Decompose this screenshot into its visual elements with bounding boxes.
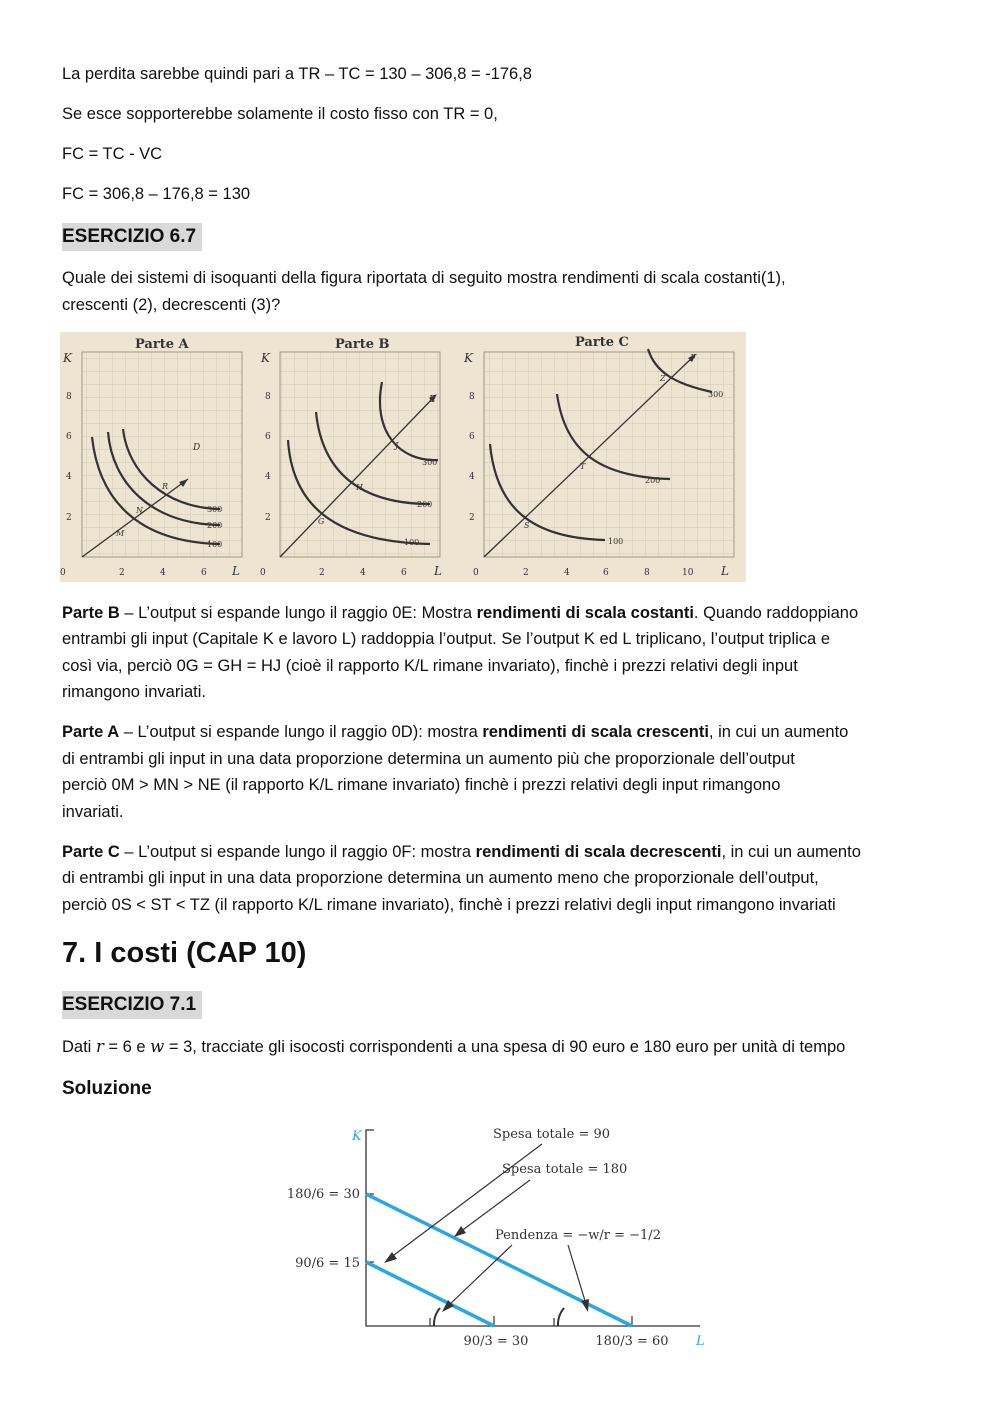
- ytick-label: 180/6 = 30: [286, 1187, 360, 1202]
- svg-text:M: M: [116, 529, 125, 538]
- question-line: Quale dei sistemi di isoquanti della figura riportata di seguito mostra rendimenti di scala costanti(1),: [62, 269, 786, 287]
- svg-text:0: 0: [60, 568, 66, 578]
- svg-text:4: 4: [160, 568, 166, 578]
- svg-text:G: G: [318, 517, 325, 526]
- svg-text:2: 2: [319, 568, 325, 578]
- svg-text:8: 8: [469, 392, 475, 402]
- svg-text:200: 200: [645, 476, 661, 485]
- svg-text:2: 2: [66, 513, 72, 523]
- svg-text:0: 0: [473, 568, 479, 578]
- svg-text:R: R: [162, 482, 169, 491]
- svg-text:Z: Z: [660, 374, 666, 383]
- svg-text:2: 2: [523, 568, 529, 578]
- panel-b: [260, 337, 442, 578]
- question-line: crescenti (2), decrescenti (3)?: [62, 296, 281, 314]
- paragraph-line: Parte C – L’output si espande lungo il raggio 0F: mostra rendimenti di scala decrescenti, in cui un aumento: [62, 843, 861, 861]
- question-line: Dati r = 6 e w = 3, tracciate gli isocosti corrispondenti a una spesa di 90 euro e 180 euro per unità di tempo: [62, 1037, 846, 1056]
- svg-text:8: 8: [66, 392, 72, 402]
- svg-text:2: 2: [469, 513, 475, 523]
- isocost-line-90: [366, 1262, 494, 1326]
- svg-text:2: 2: [119, 568, 125, 578]
- text-line: Se esce sopporterebbe solamente il costo fisso con TR = 0,: [62, 105, 498, 123]
- xtick-label: 90/3 = 30: [463, 1334, 529, 1349]
- svg-text:8: 8: [265, 392, 271, 402]
- paragraph-line: Parte B – L’output si espande lungo il raggio 0E: Mostra rendimenti di scala costanti. Quando raddoppiano: [62, 604, 859, 622]
- svg-text:300: 300: [422, 458, 438, 467]
- svg-text:4: 4: [360, 568, 366, 578]
- exercise-heading: ESERCIZIO 7.1: [62, 991, 202, 1019]
- svg-text:4: 4: [66, 472, 72, 482]
- chapter-title: 7. I costi (CAP 10): [62, 937, 307, 969]
- paragraph-line: entrambi gli input (Capitale K e lavoro L) raddoppia l’output. Se l’output K ed L triplicano, l’output triplica e: [62, 630, 830, 648]
- svg-text:6: 6: [66, 432, 72, 442]
- panel-b-title: Parte B: [335, 337, 390, 352]
- solution-heading: Soluzione: [62, 1078, 152, 1099]
- label-pendenza: Pendenza = −w/r = −1/2: [495, 1228, 661, 1243]
- panel-c-title: Parte C: [575, 335, 629, 350]
- panel-a: [60, 337, 242, 578]
- arrow: [448, 1245, 512, 1306]
- label-spesa-180: Spesa totale = 180: [502, 1162, 628, 1177]
- svg-text:4: 4: [469, 472, 475, 482]
- svg-text:6: 6: [201, 568, 207, 578]
- xtick-label: 180/3 = 60: [595, 1334, 669, 1349]
- isocost-line-180: [366, 1194, 632, 1326]
- svg-text:10: 10: [682, 568, 694, 578]
- svg-text:K: K: [464, 351, 473, 365]
- svg-text:4: 4: [265, 472, 271, 482]
- svg-text:200: 200: [417, 500, 433, 509]
- svg-text:E: E: [429, 395, 436, 405]
- panel-c: [463, 335, 734, 578]
- y-axis-label: K: [63, 351, 72, 365]
- paragraph-line: Parte A – L’output si espande lungo il raggio 0D): mostra rendimenti di scala crescenti, in cui un aumento: [62, 723, 849, 741]
- svg-text:S: S: [524, 521, 530, 530]
- paragraph-line: di entrambi gli input in una data proporzione determina un aumento meno che proporzionale dell’output,: [62, 869, 819, 887]
- x-axis-label: L: [232, 564, 240, 578]
- text-line: La perdita sarebbe quindi pari a TR – TC = 130 – 306,8 = -176,8: [62, 65, 532, 83]
- exercise-heading: ESERCIZIO 6.7: [62, 223, 202, 251]
- svg-text:T: T: [580, 462, 586, 471]
- svg-text:N: N: [136, 506, 143, 515]
- paragraph-line: invariati.: [62, 803, 124, 821]
- svg-text:100: 100: [207, 540, 223, 549]
- paragraph-line: così via, perciò 0G = GH = HJ (cioè il rapporto K/L rimane invariato), finchè i prezzi relativi degli input: [62, 657, 798, 675]
- paragraph-line: di entrambi gli input in una data proporzione determina un aumento più che proporzionale dell’output: [62, 750, 795, 768]
- svg-text:6: 6: [401, 568, 407, 578]
- paragraph-line: rimangono invariati.: [62, 683, 206, 701]
- y-axis-label: K: [352, 1129, 362, 1144]
- label-spesa-90: Spesa totale = 90: [493, 1127, 611, 1142]
- svg-text:2: 2: [265, 513, 271, 523]
- paragraph-line: perciò 0M > MN > NE (il rapporto K/L rimane invariato) finchè i prezzi relativi degli input rimangono: [62, 776, 781, 794]
- svg-text:100: 100: [608, 537, 624, 546]
- x-axis-label: L: [696, 1334, 705, 1349]
- svg-text:J: J: [395, 441, 399, 450]
- isocost-figure: [280, 1118, 720, 1358]
- paragraph-line: perciò 0S < ST < TZ (il rapporto K/L rimane invariato), finchè i prezzi relativi degli input rimangono invariati: [62, 896, 836, 914]
- ytick-label: 90/6 = 15: [295, 1256, 360, 1271]
- svg-text:300: 300: [708, 390, 724, 399]
- svg-text:K: K: [261, 351, 270, 365]
- svg-text:H: H: [356, 483, 363, 492]
- panel-a-title: Parte A: [135, 337, 189, 352]
- svg-text:6: 6: [469, 432, 475, 442]
- svg-text:8: 8: [644, 568, 650, 578]
- svg-text:0: 0: [260, 568, 266, 578]
- svg-text:D: D: [193, 443, 201, 453]
- arrow: [460, 1180, 530, 1232]
- svg-text:300: 300: [207, 505, 223, 514]
- svg-text:6: 6: [603, 568, 609, 578]
- angle-arc: [558, 1308, 564, 1326]
- svg-text:6: 6: [265, 432, 271, 442]
- isoquant-figure: [60, 332, 746, 582]
- svg-text:4: 4: [564, 568, 570, 578]
- svg-text:F: F: [690, 354, 697, 364]
- angle-arc: [434, 1308, 440, 1326]
- svg-text:100: 100: [404, 538, 420, 547]
- text-line: FC = TC - VC: [62, 145, 163, 163]
- svg-text:L: L: [434, 564, 442, 578]
- text-line: FC = 306,8 – 176,8 = 130: [62, 185, 251, 203]
- svg-text:L: L: [721, 564, 729, 578]
- svg-text:200: 200: [207, 521, 223, 530]
